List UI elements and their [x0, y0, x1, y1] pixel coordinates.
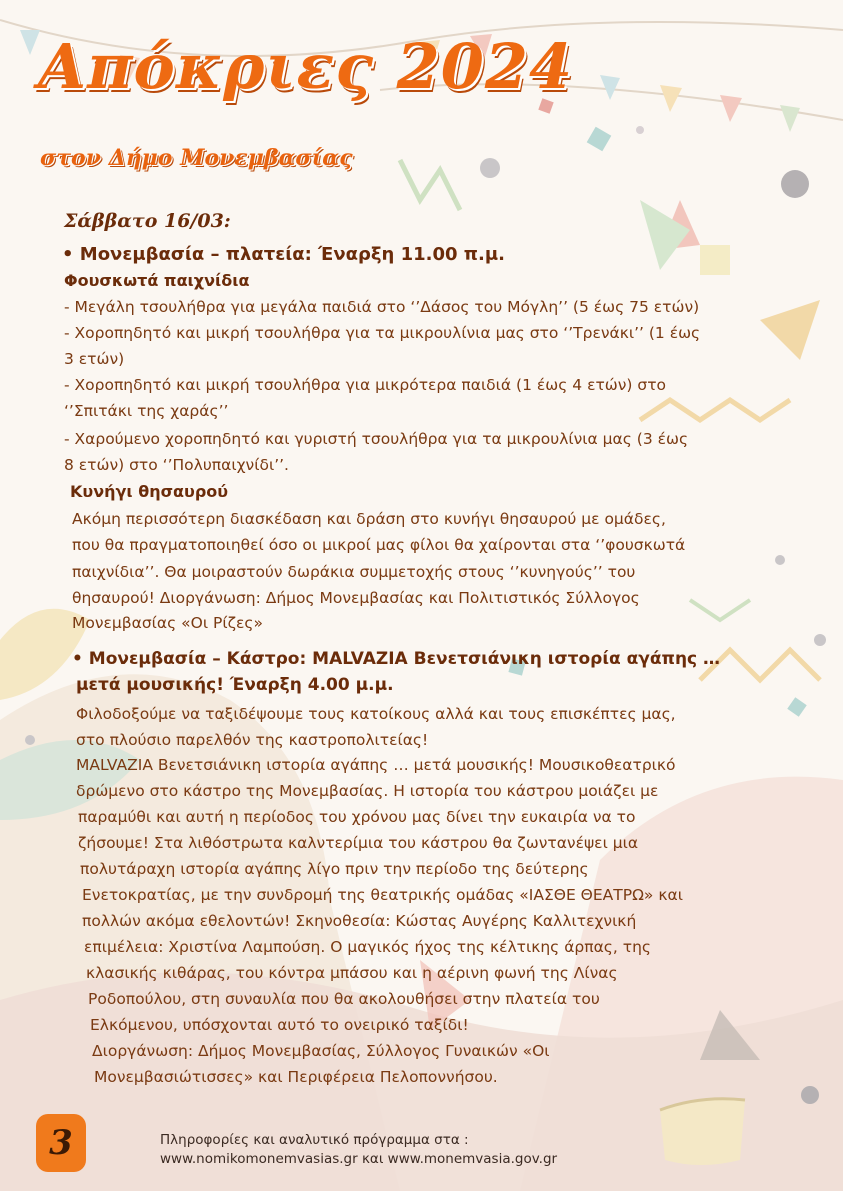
footer-links[interactable]: www.nomikomonemvasias.gr και www.monemvasia.gov.gr	[160, 1151, 558, 1167]
event2-heading-line2: μετά μουσικής! Έναρξη 4.00 μ.μ.	[76, 675, 394, 695]
inflatables-title: Φουσκωτά παιχνίδια	[64, 271, 250, 290]
event2-line: στο πλούσιο παρελθόν της καστροπολιτείας!	[76, 731, 429, 749]
event2-line: Φιλοδοξούμε να ταξιδέψουμε τους κατοίκους αλλά και τους επισκέπτες μας,	[76, 705, 676, 723]
event2-line: Ροδοπούλου, στη συναυλία που θα ακολουθήσει στην πλατεία του	[88, 990, 600, 1008]
event2-line: επιμέλεια: Χριστίνα Λαμπούση. Ο μαγικός ήχος της κέλτικης άρπας, της	[84, 938, 652, 956]
event2-line: Διοργάνωση: Δήμος Μονεμβασίας, Σύλλογος Γυναικών «Οι	[92, 1042, 550, 1060]
page-number-badge: 3	[36, 1114, 86, 1172]
event2-line: Ενετοκρατίας, με την συνδρομή της θεατρικής ομάδας «ΙΑΣΘΕ ΘΕΑΤΡΩ» και	[82, 886, 683, 904]
inflatables-line: - Μεγάλη τσουλήθρα για μεγάλα παιδιά στο ‘’Δάσος του Μόγλη’’ (5 έως 75 ετών)	[64, 298, 700, 316]
event2-line: δρώμενο στο κάστρο της Μονεμβασίας. Η ιστορία του κάστρου μοιάζει με	[76, 782, 659, 800]
event1-heading-text: Μονεμβασία – πλατεία: Έναρξη 11.00 π.μ.	[79, 244, 505, 265]
inflatables-line: 3 ετών)	[64, 350, 125, 368]
treasure-line: Ακόμη περισσότερη διασκέδαση και δράση στο κυνήγι θησαυρού με ομάδες,	[72, 510, 666, 528]
inflatables-line: - Χοροπηδητό και μικρή τσουλήθρα για τα μικρουλίνια μας στο ‘’Τρενάκι’’ (1 έως	[64, 324, 701, 342]
bullet-icon: •	[62, 244, 80, 265]
bullet-icon: •	[72, 649, 89, 669]
inflatables-line: 8 ετών) στο ‘’Πολυπαιχνίδι’’.	[64, 456, 289, 474]
treasure-line: που θα πραγματοποιηθεί όσο οι μικροί μας φίλοι θα χαίρονται στα ‘’φουσκωτά	[72, 536, 686, 554]
footer-info	[160, 1131, 557, 1169]
page-title: Απόκριες 2024	[38, 30, 574, 103]
treasure-title: Κυνήγι θησαυρού	[70, 482, 229, 501]
event2-line: πολλών ακόμα εθελοντών! Σκηνοθεσία: Κώστας Αυγέρης Καλλιτεχνική	[82, 912, 637, 930]
footer-info-line: Πληροφορίες και αναλυτικό πρόγραμμα στα :	[160, 1132, 469, 1148]
event-date: Σάββατο 16/03:	[64, 210, 231, 232]
treasure-line: θησαυρού! Διοργάνωση: Δήμος Μονεμβασίας και Πολιτιστικός Σύλλογος	[72, 589, 640, 607]
event1-heading	[62, 244, 505, 266]
event2-line: κλασικής κιθάρας, του κόντρα μπάσου και η αέρινη φωνή της Λίνας	[86, 964, 618, 982]
page-subtitle: στον Δήμο Μονεμβασίας	[40, 145, 353, 171]
event2-heading	[72, 648, 720, 670]
event2-line: Ελκόμενου, υπόσχονται αυτό το ονειρικό ταξίδι!	[90, 1016, 469, 1034]
event2-line: ζήσουμε! Στα λιθόστρωτα καλντερίμια του κάστρου θα ζωντανέψει μια	[78, 834, 639, 852]
event2-line: MALVAZIA Βενετσιάνικη ιστορία αγάπης … μετά μουσικής! Μουσικοθεατρικό	[76, 756, 676, 774]
event2-line: παραμύθι και αυτή η περίοδος του χρόνου μας δίνει την ευκαιρία να το	[78, 808, 636, 826]
event2-line: πολυτάραχη ιστορία αγάπης λίγο πριν την περίοδο της δεύτερης	[80, 860, 589, 878]
treasure-line: παιχνίδια’’. Θα μοιραστούν δωράκια συμμετοχής στους ‘’κυνηγούς’’ του	[72, 563, 636, 581]
inflatables-line: ‘’Σπιτάκι της χαράς’’	[64, 402, 229, 420]
treasure-line: Μονεμβασίας «Οι Ρίζες»	[72, 614, 264, 632]
inflatables-line: - Χοροπηδητό και μικρή τσουλήθρα για μικρότερα παιδιά (1 έως 4 ετών) στο	[64, 376, 667, 394]
event2-line: Μονεμβασιώτισσες» και Περιφέρεια Πελοποννήσου.	[94, 1068, 498, 1086]
inflatables-line: - Χαρούμενο χοροπηδητό και γυριστή τσουλήθρα για τα μικρουλίνια μας (3 έως	[64, 430, 689, 448]
event2-heading-text: Μονεμβασία – Κάστρο: MALVAZIA Βενετσιάνικη ιστορία αγάπης …	[88, 649, 721, 669]
